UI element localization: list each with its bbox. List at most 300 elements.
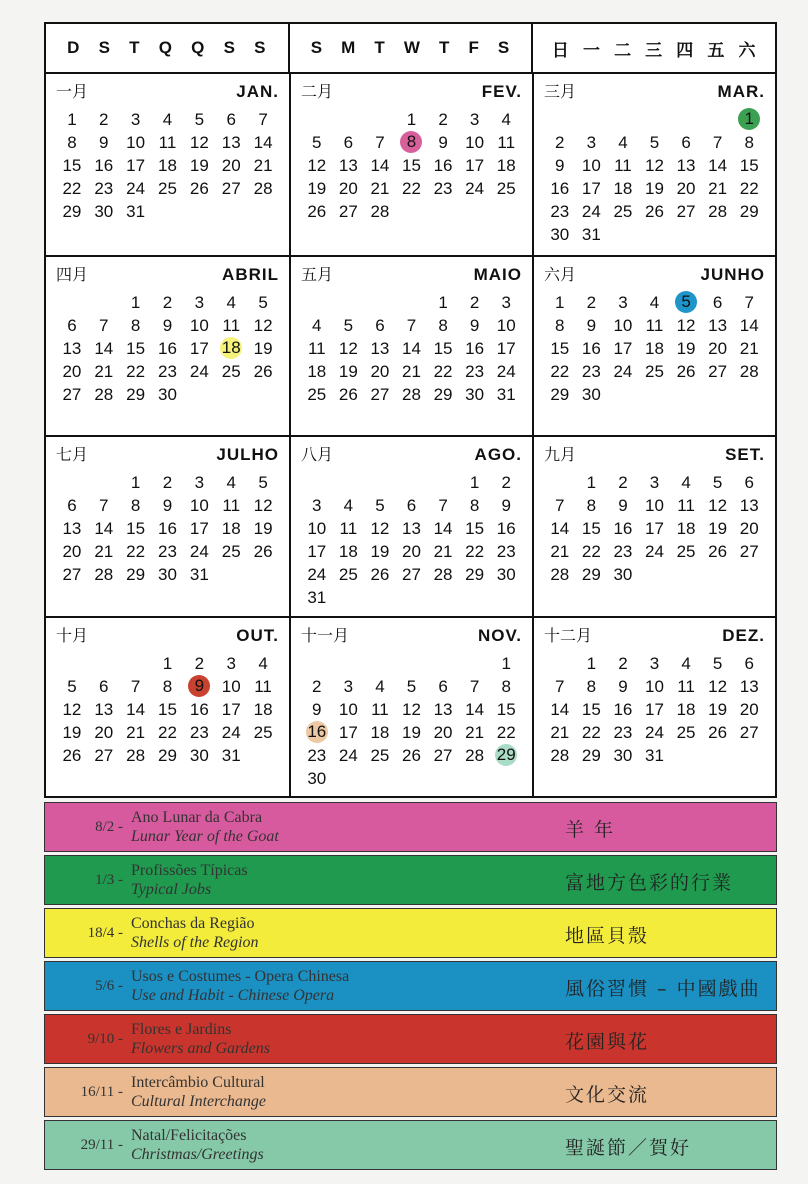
month-name-chinese: 四月 [56, 264, 89, 284]
day-cell: 26 [253, 361, 273, 381]
day-cell: 9 [586, 315, 597, 335]
day-cell: 6 [712, 292, 723, 312]
weekday-label: M [341, 38, 357, 57]
highlighted-day: 9 [188, 675, 210, 697]
day-cell: 28 [550, 565, 570, 584]
day-cell: 21 [708, 179, 728, 198]
day-cell: 14 [433, 519, 453, 538]
day-cell: 22 [62, 179, 82, 198]
month-days [544, 108, 765, 246]
day-cell: 2 [469, 292, 480, 312]
month-name-chinese: 二月 [301, 82, 334, 101]
event-title-portuguese: Ano Lunar da Cabra [131, 809, 263, 826]
month-title-row [301, 624, 522, 646]
day-cell: 11 [158, 133, 177, 152]
weekday-label: T [438, 38, 451, 57]
month-block [289, 616, 532, 797]
month-grid [44, 74, 777, 798]
day-cell: 27 [433, 745, 453, 765]
day-cell: 1 [130, 292, 141, 312]
day-cell: 22 [433, 361, 453, 381]
day-cell: 20 [338, 179, 358, 198]
day-cell: 21 [550, 542, 570, 561]
day-cell: 1 [586, 473, 597, 492]
weekday-label: 四 [676, 40, 695, 60]
day-cell: 2 [162, 473, 173, 492]
empty-day-cell [56, 652, 88, 675]
month-days [544, 471, 765, 586]
day-cell: 22 [581, 722, 601, 742]
day-cell: 13 [62, 519, 82, 538]
day-cell: 17 [581, 179, 601, 198]
event-title-english: Shells of the Region [131, 934, 259, 951]
event-title-english: Cultural Interchange [131, 1093, 266, 1110]
day-cell: 25 [676, 542, 696, 561]
day-cell: 20 [739, 519, 759, 538]
event-titles [131, 914, 259, 952]
day-cell: 4 [681, 653, 691, 673]
month-days [56, 471, 279, 586]
month-days [544, 652, 765, 767]
day-cell: 8 [162, 676, 173, 696]
day-cell: 10 [221, 676, 241, 696]
day-cell: 8 [67, 133, 77, 152]
month-title-row [301, 263, 522, 285]
day-cell: 23 [158, 542, 177, 561]
weekday-label: S [223, 38, 236, 57]
day-cell: 9 [555, 156, 565, 175]
day-cell: 17 [189, 519, 209, 538]
day-cell: 21 [126, 722, 146, 742]
weekday-header-group-0 [46, 24, 288, 72]
month-block [46, 435, 289, 616]
day-cell: 2 [501, 473, 511, 492]
day-cell: 23 [550, 202, 570, 221]
day-cell: 7 [375, 133, 385, 152]
day-cell: 13 [739, 496, 759, 515]
day-cell: 15 [126, 519, 146, 538]
day-cell: 12 [307, 156, 327, 175]
day-cell: 1 [469, 473, 480, 492]
day-cell: 3 [649, 473, 660, 492]
empty-day-cell [333, 291, 365, 314]
day-cell: 16 [189, 699, 209, 719]
day-cell: 4 [681, 473, 691, 492]
day-cell: 19 [307, 179, 327, 198]
day-cell: 9 [438, 133, 448, 152]
day-cell: 26 [645, 202, 664, 221]
day-cell: 24 [338, 745, 358, 765]
day-cell: 1 [130, 473, 141, 492]
event-band [44, 961, 777, 1011]
month-days [56, 291, 279, 406]
day-cell: 3 [194, 473, 205, 492]
empty-day-cell [333, 471, 365, 494]
month-days [56, 652, 279, 767]
day-cell: 15 [158, 699, 177, 719]
day-cell: 12 [189, 133, 209, 152]
day-cell: 12 [708, 496, 728, 515]
empty-day-cell [576, 108, 608, 131]
day-cell: 31 [645, 745, 664, 765]
day-cell: 11 [371, 699, 389, 719]
day-cell: 23 [613, 722, 633, 742]
month-name-portuguese: MAR. [717, 82, 765, 101]
day-cell: 9 [162, 315, 173, 335]
day-cell: 11 [497, 133, 516, 152]
day-cell: 9 [162, 496, 173, 515]
month-block [289, 255, 532, 436]
highlighted-day: 18 [221, 337, 241, 357]
event-title-portuguese: Conchas da Região [131, 915, 255, 932]
weekday-label: 日 [551, 40, 570, 60]
day-cell: 24 [581, 202, 601, 221]
day-cell: 12 [370, 519, 390, 538]
day-cell: 3 [586, 133, 597, 152]
empty-day-cell [120, 652, 152, 675]
day-cell: 10 [465, 133, 485, 152]
day-cell: 1 [501, 653, 511, 673]
event-title-chinese: 羊 年 [565, 819, 616, 841]
day-cell: 19 [189, 156, 209, 175]
day-cell: 3 [130, 110, 141, 129]
day-cell: 19 [338, 361, 358, 381]
day-cell: 26 [708, 722, 728, 742]
day-cell: 2 [438, 110, 448, 129]
day-cell: 24 [496, 361, 516, 381]
month-name-chinese: 三月 [544, 82, 577, 101]
month-name-chinese: 七月 [56, 445, 89, 464]
empty-day-cell [427, 471, 459, 494]
day-cell: 25 [496, 179, 516, 198]
day-cell: 20 [708, 338, 728, 358]
day-cell: 25 [613, 202, 633, 221]
month-name-chinese: 五月 [301, 264, 334, 284]
day-cell: 5 [712, 473, 723, 492]
day-cell: 19 [62, 722, 82, 742]
weekday-header-group-1 [288, 24, 532, 72]
day-cell: 20 [433, 722, 453, 742]
day-cell: 12 [645, 156, 664, 175]
event-title-english: Christmas/Greetings [131, 1146, 264, 1163]
day-cell: 12 [338, 338, 358, 358]
day-cell: 25 [253, 722, 273, 742]
day-cell: 29 [465, 565, 485, 584]
day-cell: 4 [375, 676, 385, 696]
month-name-portuguese: ABRIL [222, 264, 279, 284]
event-title-portuguese: Flores e Jardins [131, 1021, 232, 1038]
day-cell: 8 [130, 315, 141, 335]
day-cell: 17 [465, 156, 485, 175]
day-cell: 4 [162, 110, 173, 129]
month-title-row [544, 443, 765, 465]
day-cell: 16 [581, 338, 601, 358]
day-cell: 13 [370, 338, 390, 358]
day-cell: 1 [67, 110, 77, 129]
day-cell: 27 [62, 565, 82, 584]
day-cell: 22 [465, 542, 485, 561]
event-title-english: Typical Jobs [131, 881, 212, 898]
day-cell: 3 [649, 653, 660, 673]
weekday-label: D [67, 38, 81, 57]
empty-day-cell [88, 471, 120, 494]
day-cell: 28 [94, 384, 114, 404]
day-cell: 3 [194, 292, 205, 312]
event-title-portuguese: Natal/Felicitações [131, 1127, 247, 1144]
event-titles [131, 1020, 270, 1058]
day-cell: 6 [67, 315, 77, 335]
day-cell: 20 [676, 179, 696, 198]
empty-day-cell [301, 471, 333, 494]
empty-day-cell [88, 652, 120, 675]
event-band [44, 802, 777, 852]
day-cell: 29 [126, 565, 146, 584]
day-cell: 11 [677, 676, 695, 696]
weekday-label: S [98, 38, 111, 57]
day-cell: 16 [613, 699, 633, 719]
day-cell: 27 [708, 361, 728, 381]
empty-day-cell [427, 652, 459, 675]
day-cell: 3 [501, 292, 511, 312]
day-cell: 5 [343, 315, 354, 335]
empty-day-cell [459, 652, 491, 675]
day-cell: 24 [465, 179, 485, 198]
day-cell: 20 [94, 722, 114, 742]
day-cell: 29 [158, 745, 177, 765]
day-cell: 18 [645, 338, 664, 358]
day-cell: 5 [258, 473, 268, 492]
day-cell: 1 [586, 653, 597, 673]
day-cell: 7 [99, 315, 109, 335]
day-cell: 7 [130, 676, 141, 696]
day-cell: 16 [158, 338, 177, 358]
day-cell: 8 [586, 496, 597, 515]
day-cell: 19 [402, 722, 421, 742]
event-titles [131, 808, 279, 846]
day-cell: 28 [550, 745, 570, 765]
empty-day-cell [56, 471, 88, 494]
empty-day-cell [364, 471, 396, 494]
day-cell: 26 [253, 542, 273, 561]
month-name-portuguese: JULHO [216, 445, 279, 464]
day-cell: 4 [649, 292, 660, 312]
day-cell: 7 [438, 496, 448, 515]
event-title-chinese: 花園與花 [565, 1031, 650, 1053]
day-cell: 29 [581, 745, 601, 765]
day-cell: 16 [496, 519, 516, 538]
day-cell: 11 [222, 315, 241, 335]
day-cell: 30 [158, 384, 177, 404]
highlighted-day: 29 [496, 744, 516, 764]
day-cell: 15 [550, 338, 570, 358]
day-cell: 18 [221, 519, 241, 538]
day-cell: 23 [465, 361, 485, 381]
day-cell: 3 [618, 292, 628, 312]
day-cell: 23 [433, 179, 453, 198]
event-date: 1/3 - [95, 871, 123, 888]
day-cell: 10 [581, 156, 601, 175]
day-cell: 28 [253, 179, 273, 198]
event-title-chinese: 地區貝殼 [565, 925, 650, 947]
day-cell: 22 [550, 361, 570, 381]
day-cell: 22 [126, 542, 146, 561]
day-cell: 9 [618, 496, 628, 515]
month-days [56, 108, 279, 223]
day-cell: 10 [189, 496, 209, 515]
day-cell: 14 [708, 156, 728, 175]
day-cell: 28 [739, 361, 759, 381]
event-title-chinese: 風俗習慣 – 中國戲曲 [565, 978, 761, 1000]
day-cell: 5 [375, 496, 385, 515]
day-cell: 24 [645, 722, 664, 742]
day-cell: 13 [402, 519, 421, 538]
day-cell: 24 [189, 542, 209, 561]
empty-day-cell [301, 652, 333, 675]
day-cell: 15 [402, 156, 421, 175]
day-cell: 20 [739, 699, 759, 719]
day-cell: 23 [94, 179, 114, 198]
month-name-portuguese: DEZ. [722, 625, 765, 645]
day-cell: 11 [645, 315, 664, 335]
day-cell: 28 [370, 202, 390, 221]
empty-day-cell [544, 108, 576, 131]
month-block [46, 74, 289, 255]
day-cell: 24 [221, 722, 241, 742]
day-cell: 2 [99, 110, 109, 129]
day-cell: 24 [613, 361, 633, 381]
month-block [46, 616, 289, 797]
day-cell: 10 [126, 133, 146, 152]
month-name-chinese: 八月 [301, 445, 334, 464]
day-cell: 31 [496, 384, 516, 404]
day-cell: 15 [739, 156, 759, 175]
day-cell: 5 [712, 653, 723, 673]
day-cell: 29 [550, 384, 570, 404]
day-cell: 22 [158, 722, 177, 742]
day-cell: 31 [221, 745, 241, 765]
empty-day-cell [88, 291, 120, 314]
day-cell: 1 [555, 292, 565, 312]
day-cell: 17 [126, 156, 146, 175]
day-cell: 16 [550, 179, 570, 198]
day-cell: 3 [226, 653, 236, 673]
day-cell: 9 [618, 676, 628, 696]
day-cell: 7 [555, 496, 565, 515]
event-titles [131, 1126, 264, 1164]
month-name-chinese: 六月 [544, 264, 577, 284]
weekday-header-group-2 [531, 24, 775, 72]
month-name-portuguese: JAN. [236, 82, 279, 101]
day-cell: 5 [67, 676, 77, 696]
event-title-portuguese: Usos e Costumes - Opera Chinesa [131, 968, 350, 985]
day-cell: 30 [613, 745, 633, 765]
day-cell: 12 [676, 315, 696, 335]
day-cell: 30 [496, 565, 516, 584]
day-cell: 4 [501, 110, 511, 129]
day-cell: 26 [676, 361, 696, 381]
day-cell: 28 [433, 565, 453, 584]
month-name-chinese: 九月 [544, 445, 577, 464]
day-cell: 25 [307, 384, 327, 404]
event-titles [131, 1073, 266, 1111]
day-cell: 15 [581, 519, 601, 538]
day-cell: 19 [708, 699, 728, 719]
day-cell: 13 [433, 699, 453, 719]
day-cell: 14 [94, 519, 114, 538]
day-cell: 22 [402, 179, 421, 198]
weekday-label: 五 [707, 40, 726, 60]
day-cell: 30 [307, 768, 327, 788]
day-cell: 30 [94, 202, 114, 221]
day-cell: 1 [406, 110, 417, 129]
day-cell: 12 [708, 676, 728, 696]
day-cell: 15 [496, 699, 516, 719]
day-cell: 6 [99, 676, 109, 696]
event-date: 18/4 - [87, 924, 123, 941]
day-cell: 1 [162, 653, 173, 673]
empty-day-cell [56, 291, 88, 314]
day-cell: 29 [581, 565, 601, 584]
day-cell: 27 [94, 745, 114, 765]
weekday-label: T [129, 38, 141, 57]
day-cell: 2 [312, 676, 322, 696]
empty-day-cell [396, 652, 428, 675]
day-cell: 20 [62, 361, 82, 381]
month-days [544, 291, 765, 406]
event-band [44, 1014, 777, 1064]
day-cell: 18 [676, 699, 696, 719]
day-cell: 7 [406, 315, 417, 335]
day-cell: 7 [555, 676, 565, 696]
day-cell: 17 [338, 722, 358, 742]
calendar-card [44, 22, 777, 1172]
day-cell: 23 [307, 745, 327, 765]
day-cell: 19 [645, 179, 664, 198]
day-cell: 30 [465, 384, 485, 404]
empty-day-cell [607, 108, 639, 131]
day-cell: 18 [307, 361, 327, 381]
event-title-chinese: 富地方色彩的行業 [565, 872, 734, 894]
day-cell: 31 [307, 588, 327, 607]
day-cell: 15 [62, 156, 82, 175]
day-cell: 20 [221, 156, 241, 175]
day-cell: 23 [581, 361, 601, 381]
day-cell: 18 [676, 519, 696, 538]
day-cell: 6 [744, 653, 754, 673]
month-name-portuguese: OUT. [236, 625, 279, 645]
day-cell: 28 [708, 202, 728, 221]
day-cell: 14 [402, 338, 421, 358]
month-name-chinese: 十一月 [301, 625, 350, 645]
day-cell: 19 [253, 519, 273, 538]
day-cell: 13 [62, 338, 82, 358]
event-title-portuguese: Intercâmbio Cultural [131, 1074, 265, 1091]
day-cell: 16 [158, 519, 177, 538]
empty-day-cell [364, 291, 396, 314]
empty-day-cell [702, 108, 734, 131]
day-cell: 23 [496, 542, 516, 561]
day-cell: 18 [338, 542, 358, 561]
month-name-portuguese: NOV. [477, 625, 522, 645]
day-cell: 21 [94, 361, 114, 381]
day-cell: 10 [189, 315, 209, 335]
day-cell: 5 [406, 676, 417, 696]
month-name-chinese: 十月 [56, 625, 89, 645]
day-cell: 14 [550, 519, 570, 538]
day-cell: 6 [681, 133, 691, 152]
month-days [301, 471, 522, 609]
month-block [532, 435, 775, 616]
